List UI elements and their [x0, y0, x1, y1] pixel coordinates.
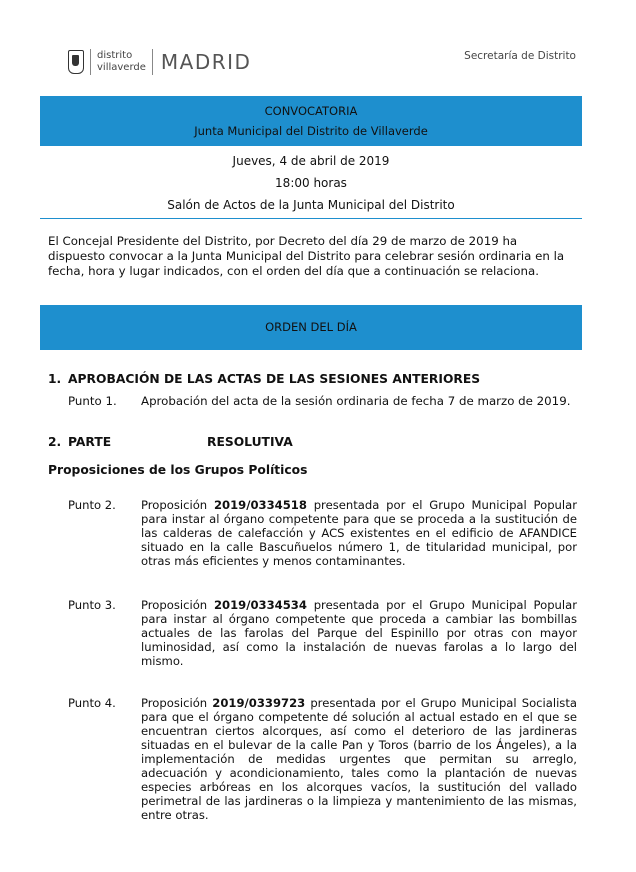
convocatoria-title: CONVOCATORIA [264, 104, 358, 118]
department-label: Secretaría de Distrito [464, 50, 576, 62]
punto2-code: 2019/0334518 [213, 498, 307, 512]
convocatoria-band [40, 96, 582, 146]
logo-city: MADRID [160, 50, 252, 74]
section2-number: 2. [48, 435, 62, 449]
section2-title-b: RESOLUTIVA [207, 435, 293, 449]
punto4-code: 2019/0339723 [212, 696, 306, 710]
convocatoria-subtitle: Junta Municipal del Distrito de Villaverde [194, 124, 428, 138]
punto1-text: Aprobación del acta de la sesión ordinaria de fecha 7 de marzo de 2019. [141, 394, 571, 408]
logo-district: distrito villaverde [97, 50, 146, 73]
punto4-text: Proposición 2019/0339723 presentada por el Grupo Municipal Socialista para que el órgano competente dé solución al actual estado en el que se encuentran ciertos alcorques, así como el deterioro de las jardineras situadas en el bulevar de la calle Pan y Toros (barrio de los Ángeles), a la implementación de medidas urgentes que permitan su arreglo, adecuación y acondicionamiento, tales como la plantación de nuevas especies arbóreas en los alcorques vacíos, la sustitución del vallado perimetral de las jardineras o la limpieza y mantenimiento de las mismas, entre otras. [141, 696, 578, 822]
orden-del-dia-band: ORDEN DEL DÍA [40, 305, 582, 350]
meeting-time: 18:00 horas [275, 176, 347, 190]
section1-title: APROBACIÓN DE LAS ACTAS DE LAS SESIONES ANTERIORES [68, 372, 481, 386]
punto1-label: Punto 1. [68, 394, 117, 408]
intro-paragraph: El Concejal Presidente del Distrito, por Decreto del día 29 de marzo de 2019 ha dispuesto convocar a la Junta Municipal del Distrito para celebrar sesión ordinaria en la fecha, hora y lugar indicados, con el orden del día que a continuación se relaciona. [48, 234, 565, 278]
punto3-label: Punto 3. [68, 598, 116, 612]
punto2-label: Punto 2. [68, 498, 116, 512]
section2-subtitle: Proposiciones de los Grupos Políticos [48, 463, 308, 477]
divider [40, 218, 582, 219]
punto2-text: Proposición 2019/0334518 presentada por el Grupo Municipal Popular para instar al órgano competente para que se proceda a la sustitución de las calderas de calefacción y ACS existentes en el edificio de AFANDICE situado en la calle Bascuñuelos número 1, de titularidad municipal, por otras más eficientes y menos contaminantes. [141, 498, 577, 568]
meeting-place: Salón de Actos de la Junta Municipal del Distrito [167, 198, 455, 212]
punto3-text: Proposición 2019/0334534 presentada por el Grupo Municipal Popular para instar al órgano competente que proceda a cambiar las bombillas actuales de las farolas del Parque del Espinillo por otras con mayor luminosidad, así como la instalación de nuevas farolas a lo largo del mismo. [141, 598, 577, 668]
section2-title-a: PARTE [68, 435, 112, 449]
punto4-label: Punto 4. [68, 696, 116, 710]
section1-number: 1. [48, 372, 62, 386]
madrid-crest-icon [68, 50, 84, 74]
punto3-code: 2019/0334534 [213, 598, 307, 612]
madrid-logo [68, 46, 251, 78]
meeting-date: Jueves, 4 de abril de 2019 [232, 154, 390, 168]
